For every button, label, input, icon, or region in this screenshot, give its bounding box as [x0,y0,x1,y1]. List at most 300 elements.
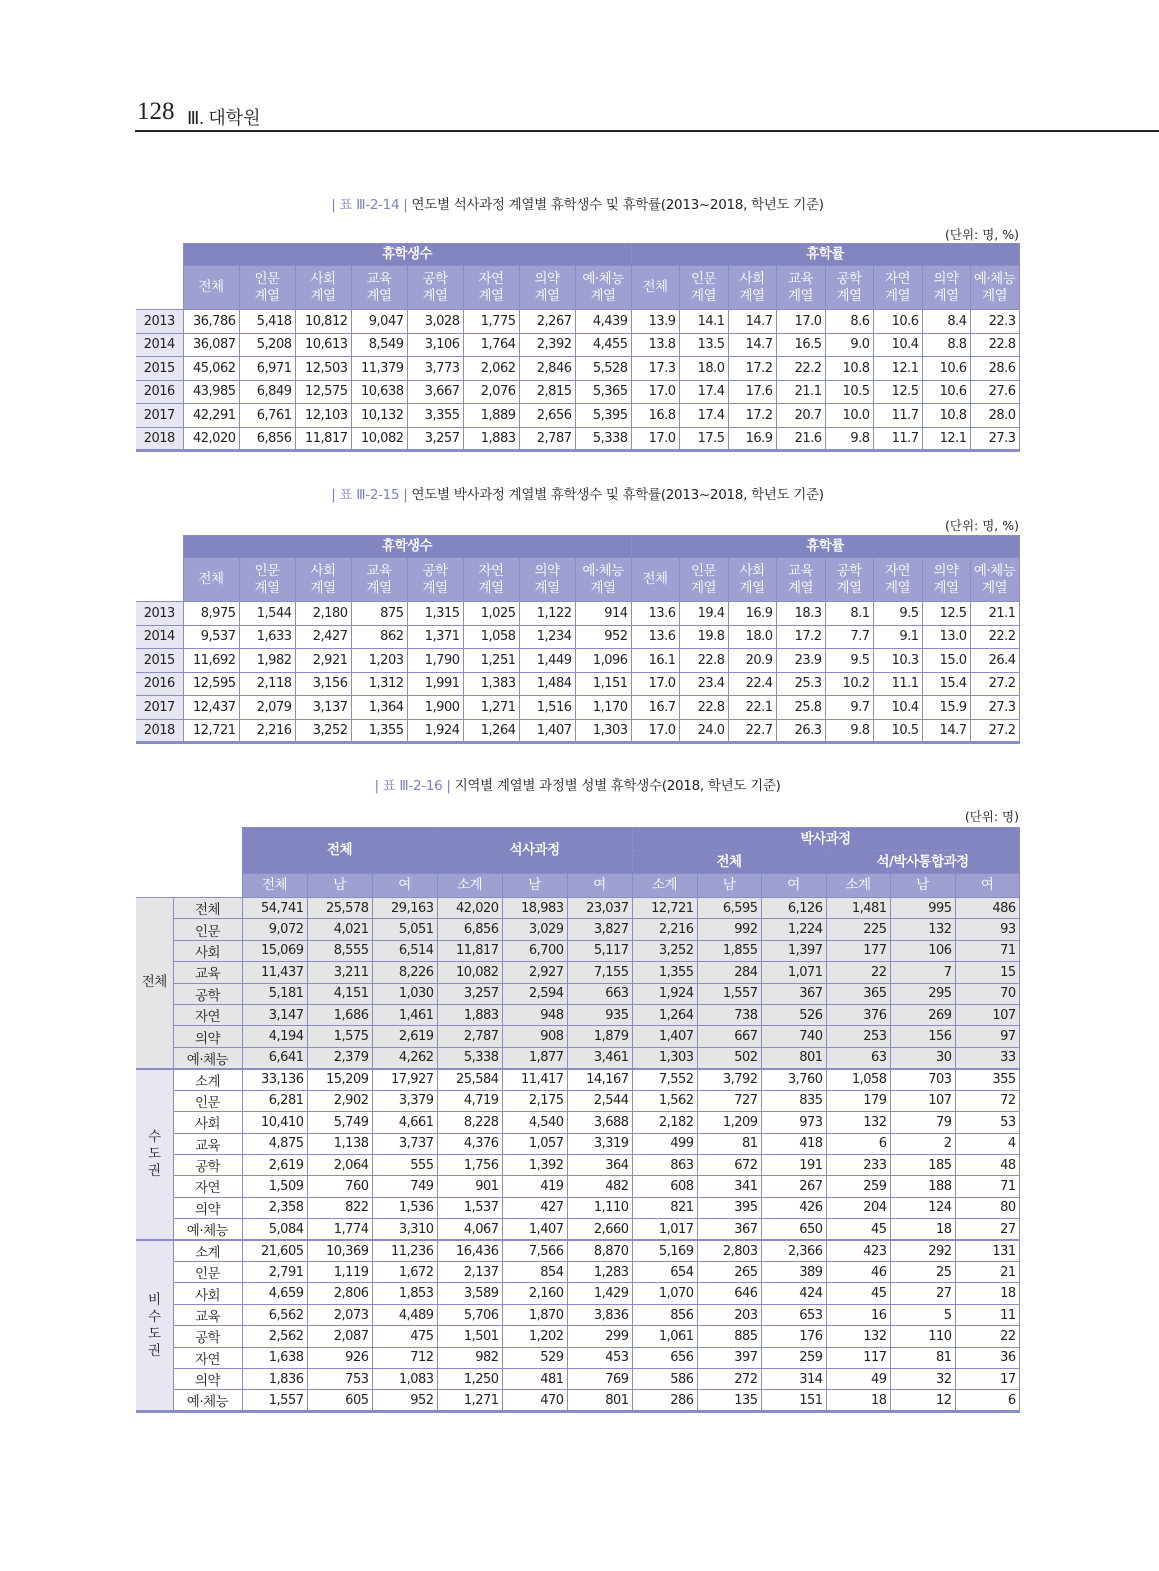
value-cell: 1,516 [519,696,575,720]
value-cell: 177 [826,940,890,961]
column-header: 사회 계열 [728,558,776,602]
header-integrated: 석/박사통합과정 [826,851,1019,874]
value-cell: 22 [955,1326,1019,1347]
value-cell: 1,251 [463,649,519,673]
value-cell: 1,484 [519,672,575,696]
column-header: 공학 계열 [407,558,463,602]
value-cell: 1,774 [307,1219,372,1241]
value-cell: 908 [502,1026,567,1047]
value-cell: 11.7 [873,427,922,451]
value-cell: 1,638 [242,1347,307,1368]
table-row [136,1112,1019,1133]
value-cell: 12,575 [295,380,351,404]
value-cell: 6 [826,1133,890,1154]
value-cell: 11.7 [873,404,922,428]
value-cell: 8,226 [372,962,437,983]
value-cell: 188 [890,1176,955,1197]
value-cell: 6,595 [697,898,761,919]
value-cell: 10.4 [873,696,922,720]
value-cell: 6,856 [437,919,502,940]
table-title: 지역별 계열별 과정별 성별 휴학생수(2018, 학년도 기준) [454,778,781,794]
value-cell: 1,764 [463,333,519,357]
value-cell: 426 [761,1197,826,1218]
value-cell: 6,126 [761,898,826,919]
column-header: 예·체능 계열 [575,266,631,310]
category-cell: 예·체능 [173,1219,242,1241]
value-cell: 32 [890,1369,955,1390]
table-row [136,427,1019,451]
value-cell: 17 [955,1369,1019,1390]
value-cell: 3,252 [632,940,697,961]
value-cell: 21.6 [776,427,825,451]
value-cell: 314 [761,1369,826,1390]
column-header: 자연 계열 [873,266,922,310]
value-cell: 117 [826,1347,890,1368]
value-cell: 10,132 [351,404,407,428]
value-cell: 17.0 [631,719,679,743]
value-cell: 482 [567,1176,632,1197]
value-cell: 8,228 [437,1112,502,1133]
value-cell: 17.3 [631,357,679,381]
value-cell: 2,087 [307,1326,372,1347]
value-cell: 656 [632,1347,697,1368]
value-cell: 3,211 [307,962,372,983]
value-cell: 2,392 [519,333,575,357]
value-cell: 36,786 [183,310,239,334]
value-cell: 6,514 [372,940,437,961]
year-cell: 2018 [136,719,183,743]
value-cell: 862 [351,625,407,649]
value-cell: 18 [955,1283,1019,1304]
value-cell: 79 [890,1112,955,1133]
value-cell: 3,792 [697,1069,761,1091]
value-cell: 71 [955,940,1019,961]
value-cell: 9,537 [183,625,239,649]
value-cell: 4,489 [372,1304,437,1325]
value-cell: 16.9 [728,602,776,626]
value-cell: 17.2 [776,625,825,649]
value-cell: 2,619 [372,1026,437,1047]
value-cell: 28.6 [970,357,1019,381]
column-header: 전체 [183,558,239,602]
value-cell: 259 [761,1347,826,1368]
column-header: 의약 계열 [519,266,575,310]
value-cell: 26.4 [970,649,1019,673]
value-cell: 25,584 [437,1069,502,1091]
table-row [136,1090,1019,1111]
value-cell: 14,167 [567,1069,632,1091]
value-cell: 526 [761,1004,826,1025]
value-cell: 8,555 [307,940,372,961]
doctoral-leave-table [136,535,1020,744]
value-cell: 1,250 [437,1369,502,1390]
column-header: 교육 계열 [351,266,407,310]
value-cell: 703 [890,1069,955,1091]
value-cell: 17.4 [679,404,728,428]
value-cell: 6,281 [242,1090,307,1111]
value-cell: 952 [372,1390,437,1412]
value-cell: 1,096 [575,649,631,673]
value-cell: 8,975 [183,602,239,626]
value-cell: 801 [761,1047,826,1069]
value-cell: 2,656 [519,404,575,428]
value-cell: 663 [567,983,632,1004]
value-cell: 2,073 [307,1304,372,1325]
value-cell: 555 [372,1154,437,1175]
value-cell: 253 [826,1026,890,1047]
value-cell: 3,379 [372,1090,437,1111]
value-cell: 367 [761,983,826,1004]
value-cell: 16.5 [776,333,825,357]
value-cell: 12 [890,1390,955,1412]
value-cell: 3,147 [242,1004,307,1025]
value-cell: 1,224 [761,919,826,940]
value-cell: 10.8 [825,357,873,381]
value-cell: 4 [955,1133,1019,1154]
value-cell: 13.0 [922,625,970,649]
value-cell: 650 [761,1219,826,1241]
value-cell: 292 [890,1240,955,1262]
value-cell: 5,169 [632,1240,697,1262]
value-cell: 2,182 [632,1112,697,1133]
value-cell: 2,216 [239,719,295,743]
value-cell: 1,151 [575,672,631,696]
value-cell: 156 [890,1026,955,1047]
year-cell: 2013 [136,310,183,334]
category-cell: 교육 [173,962,242,983]
value-cell: 1,202 [502,1326,567,1347]
value-cell: 1,544 [239,602,295,626]
category-cell: 자연 [173,1347,242,1368]
value-cell: 5,528 [575,357,631,381]
value-cell: 749 [372,1176,437,1197]
value-cell: 27.6 [970,380,1019,404]
corner-cell [136,244,183,310]
table-row [136,625,1019,649]
value-cell: 7,552 [632,1069,697,1091]
value-cell: 952 [575,625,631,649]
category-cell: 공학 [173,1154,242,1175]
value-cell: 2,803 [697,1240,761,1262]
value-cell: 27 [890,1283,955,1304]
value-cell: 424 [761,1283,826,1304]
value-cell: 4,540 [502,1112,567,1133]
value-cell: 27 [955,1219,1019,1241]
value-cell: 11,236 [372,1240,437,1262]
value-cell: 11,692 [183,649,239,673]
value-cell: 3,760 [761,1069,826,1091]
category-cell: 예·체능 [173,1047,242,1069]
value-cell: 1,264 [632,1004,697,1025]
table-caption [136,483,1019,503]
value-cell: 9.0 [825,333,873,357]
table-row [136,1304,1019,1325]
value-cell: 9.1 [873,625,922,649]
value-cell: 36 [955,1347,1019,1368]
value-cell: 176 [761,1326,826,1347]
value-cell: 1,775 [463,310,519,334]
value-cell: 6,856 [239,427,295,451]
value-cell: 885 [697,1326,761,1347]
value-cell: 22.1 [728,696,776,720]
value-cell: 10.5 [825,380,873,404]
value-cell: 179 [826,1090,890,1111]
value-cell: 1,790 [407,649,463,673]
value-cell: 269 [890,1004,955,1025]
value-cell: 586 [632,1369,697,1390]
value-cell: 2,791 [242,1262,307,1283]
table-row [136,1262,1019,1283]
value-cell: 25.3 [776,672,825,696]
value-cell: 17.2 [728,404,776,428]
value-cell: 9.8 [825,719,873,743]
value-cell: 1,879 [567,1026,632,1047]
value-cell: 16.9 [728,427,776,451]
column-header: 전체 [631,266,679,310]
region-cell: 수 도 권 [136,1069,173,1240]
value-cell: 1,853 [372,1283,437,1304]
value-cell: 646 [697,1283,761,1304]
value-cell: 10,410 [242,1112,307,1133]
value-cell: 3,355 [407,404,463,428]
value-cell: 499 [632,1133,697,1154]
value-cell: 11,437 [242,962,307,983]
table-tag: | 표 Ⅲ-2-15 | [331,487,408,503]
table-row [136,357,1019,381]
page-number: 128 [137,98,175,125]
value-cell: 2,619 [242,1154,307,1175]
value-cell: 26.3 [776,719,825,743]
value-cell: 2,160 [502,1283,567,1304]
value-cell: 72 [955,1090,1019,1111]
value-cell: 97 [955,1026,1019,1047]
value-cell: 17.0 [631,672,679,696]
year-cell: 2015 [136,649,183,673]
page-header [135,96,1159,132]
chapter-title: Ⅲ. 대학원 [187,108,261,128]
value-cell: 21.1 [776,380,825,404]
value-cell: 12.5 [873,380,922,404]
table-row [136,649,1019,673]
value-cell: 423 [826,1240,890,1262]
value-cell: 2,076 [463,380,519,404]
category-cell: 사회 [173,1283,242,1304]
value-cell: 654 [632,1262,697,1283]
category-cell: 인문 [173,1262,242,1283]
value-cell: 33 [955,1047,1019,1069]
value-cell: 17.6 [728,380,776,404]
value-cell: 15.4 [922,672,970,696]
value-cell: 5,051 [372,919,437,940]
value-cell: 7,566 [502,1240,567,1262]
column-header: 여 [761,874,826,898]
column-header: 여 [372,874,437,898]
value-cell: 25,578 [307,898,372,919]
value-cell: 5,117 [567,940,632,961]
value-cell: 299 [567,1326,632,1347]
value-cell: 1,170 [575,696,631,720]
value-cell: 470 [502,1390,567,1412]
value-cell: 27.3 [970,696,1019,720]
table-caption [136,193,1019,213]
value-cell: 6 [955,1390,1019,1412]
value-cell: 185 [890,1154,955,1175]
table-unit: (단위: 명) [964,809,1019,824]
value-cell: 740 [761,1026,826,1047]
value-cell: 2,902 [307,1090,372,1111]
table-row [136,1219,1019,1241]
value-cell: 653 [761,1304,826,1325]
value-cell: 992 [697,919,761,940]
category-cell: 사회 [173,1112,242,1133]
year-cell: 2017 [136,404,183,428]
value-cell: 1,855 [697,940,761,961]
value-cell: 486 [955,898,1019,919]
value-cell: 453 [567,1347,632,1368]
value-cell: 29,163 [372,898,437,919]
value-cell: 16.1 [631,649,679,673]
column-header: 자연 계열 [873,558,922,602]
value-cell: 875 [351,602,407,626]
value-cell: 8,549 [351,333,407,357]
value-cell: 3,257 [407,427,463,451]
value-cell: 18,983 [502,898,567,919]
table-row [136,1240,1019,1262]
year-cell: 2013 [136,602,183,626]
value-cell: 1,061 [632,1326,697,1347]
value-cell: 42,020 [437,898,502,919]
value-cell: 1,870 [502,1304,567,1325]
value-cell: 481 [502,1369,567,1390]
value-cell: 3,667 [407,380,463,404]
value-cell: 45 [826,1283,890,1304]
value-cell: 3,028 [407,310,463,334]
value-cell: 16 [826,1304,890,1325]
value-cell: 18.0 [679,357,728,381]
value-cell: 5 [890,1304,955,1325]
value-cell: 1,371 [407,625,463,649]
table-row [136,602,1019,626]
value-cell: 2,267 [519,310,575,334]
table-title: 연도별 석사과정 계열별 휴학생수 및 휴학률(2013~2018, 학년도 기준) [411,197,824,213]
category-cell: 의약 [173,1197,242,1218]
value-cell: 10,812 [295,310,351,334]
value-cell: 18 [890,1219,955,1241]
value-cell: 10.6 [922,357,970,381]
value-cell: 995 [890,898,955,919]
header-count: 휴학생수 [183,244,631,266]
category-cell: 자연 [173,1004,242,1025]
table-row [136,1176,1019,1197]
value-cell: 3,827 [567,919,632,940]
value-cell: 106 [890,940,955,961]
value-cell: 22.2 [970,625,1019,649]
value-cell: 4,151 [307,983,372,1004]
value-cell: 27.2 [970,672,1019,696]
value-cell: 753 [307,1369,372,1390]
corner-cell [136,536,183,602]
value-cell: 1,883 [463,427,519,451]
corner-cell [136,828,242,898]
value-cell: 16.7 [631,696,679,720]
value-cell: 46 [826,1262,890,1283]
table-unit: (단위: 명, %) [945,227,1019,242]
value-cell: 1,030 [372,983,437,1004]
header-masters: 석사과정 [437,828,632,874]
column-header: 여 [955,874,1019,898]
value-cell: 9.7 [825,696,873,720]
value-cell: 132 [826,1112,890,1133]
value-cell: 204 [826,1197,890,1218]
value-cell: 4,439 [575,310,631,334]
header-count: 휴학생수 [183,536,631,558]
value-cell: 8.1 [825,602,873,626]
value-cell: 19.8 [679,625,728,649]
year-cell: 2014 [136,625,183,649]
value-cell: 1,836 [242,1369,307,1390]
value-cell: 1,481 [826,898,890,919]
value-cell: 8.6 [825,310,873,334]
value-cell: 70 [955,983,1019,1004]
value-cell: 365 [826,983,890,1004]
value-cell: 1,315 [407,602,463,626]
value-cell: 18.3 [776,602,825,626]
value-cell: 9.8 [825,427,873,451]
column-header: 예·체능 계열 [970,266,1019,310]
column-header: 인문 계열 [239,266,295,310]
value-cell: 901 [437,1176,502,1197]
value-cell: 1,991 [407,672,463,696]
value-cell: 286 [632,1390,697,1412]
value-cell: 135 [697,1390,761,1412]
value-cell: 132 [890,919,955,940]
value-cell: 529 [502,1347,567,1368]
table-row [136,1197,1019,1218]
value-cell: 23.9 [776,649,825,673]
value-cell: 712 [372,1347,437,1368]
value-cell: 33,136 [242,1069,307,1091]
value-cell: 1,017 [632,1219,697,1241]
value-cell: 13.9 [631,310,679,334]
table-row [136,404,1019,428]
value-cell: 1,057 [502,1133,567,1154]
column-header: 전체 [183,266,239,310]
table-row [136,1369,1019,1390]
table-row [136,919,1019,940]
value-cell: 2,815 [519,380,575,404]
table-row [136,983,1019,1004]
value-cell: 17.5 [679,427,728,451]
header-rate: 휴학률 [631,536,1019,558]
value-cell: 17.0 [631,427,679,451]
value-cell: 6,562 [242,1304,307,1325]
value-cell: 11 [955,1304,1019,1325]
value-cell: 2 [890,1133,955,1154]
value-cell: 3,029 [502,919,567,940]
column-header: 사회 계열 [295,558,351,602]
value-cell: 132 [826,1326,890,1347]
value-cell: 13.8 [631,333,679,357]
value-cell: 418 [761,1133,826,1154]
value-cell: 1,271 [437,1390,502,1412]
value-cell: 3,137 [295,696,351,720]
value-cell: 21 [955,1262,1019,1283]
value-cell: 3,688 [567,1112,632,1133]
value-cell: 17.2 [728,357,776,381]
value-cell: 1,429 [567,1283,632,1304]
value-cell: 2,118 [239,672,295,696]
value-cell: 10.6 [873,310,922,334]
